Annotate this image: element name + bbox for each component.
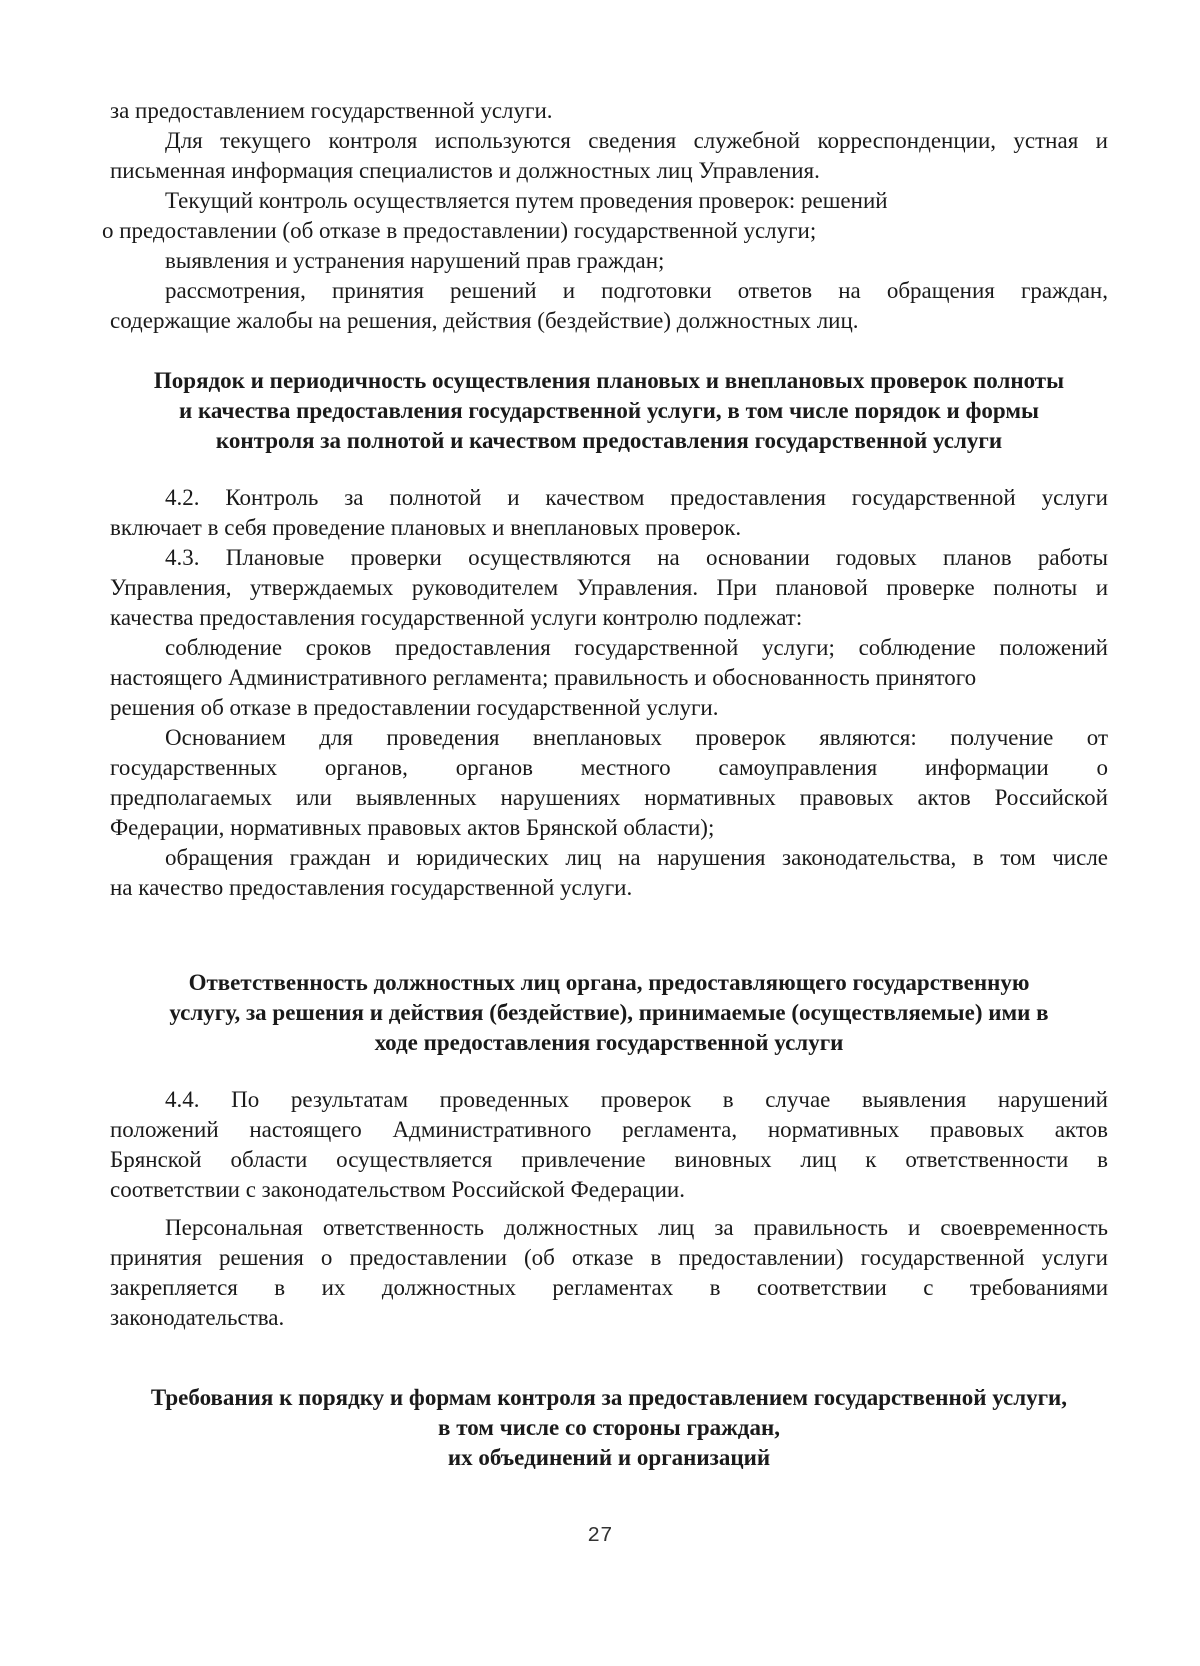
paragraph-line: положений настоящего Административного регламента, нормативных правовых актов (110, 1117, 1108, 1142)
section-heading-inspections (110, 366, 1108, 456)
heading-line: Требования к порядку и формам контроля за предоставлением государственной услуги, (150, 1385, 1068, 1410)
paragraph-line: решения об отказе в предоставлении государственной услуги. (110, 695, 719, 720)
paragraph-line: 4.4. По результатам проведенных проверок в случае выявления нарушений (165, 1087, 1108, 1112)
paragraph-line: соответствии с законодательством Российской Федерации. (110, 1177, 685, 1202)
paragraph-line: о предоставлении (об отказе в предоставлении) государственной услуги; (102, 218, 817, 243)
heading-line: и качества предоставления государственной услуги, в том числе порядок и формы (179, 398, 1039, 423)
paragraph-line: закрепляется в их должностных регламентах в соответствии с требованиями (110, 1275, 1108, 1300)
paragraph-line: включает в себя проведение плановых и внеплановых проверок. (110, 515, 742, 540)
paragraph-line: содержащие жалобы на решения, действия (бездействие) должностных лиц. (110, 308, 859, 333)
paragraph-line: Персональная ответственность должностных лиц за правильность и своевременность (165, 1215, 1108, 1240)
section-heading-responsibility (110, 968, 1108, 1058)
heading-line: контроля за полнотой и качеством предоставления государственной услуги (215, 428, 1003, 453)
paragraph-line: за предоставлением государственной услуги. (110, 98, 553, 123)
paragraph-line: качества предоставления государственной услуги контролю подлежат: (110, 605, 803, 630)
paragraph-line: выявления и устранения нарушений прав граждан; (165, 248, 665, 273)
section-heading-control-requirements (110, 1383, 1108, 1473)
paragraph-line: Брянской области осуществляется привлечение виновных лиц к ответственности в (110, 1147, 1108, 1172)
inspections-section (110, 483, 1108, 903)
paragraph-line: настоящего Административного регламента; правильность и обоснованность принятого (110, 665, 977, 690)
heading-line: в том числе со стороны граждан, (438, 1415, 780, 1440)
paragraph-line: 4.2. Контроль за полнотой и качеством предоставления государственной услуги (165, 485, 1108, 510)
paragraph-line: законодательства. (110, 1305, 285, 1330)
paragraph-line: 4.3. Плановые проверки осуществляются на основании годовых планов работы (165, 545, 1108, 570)
paragraph-line: Федерации, нормативных правовых актов Брянской области); (110, 815, 715, 840)
responsibility-section (110, 1085, 1108, 1333)
paragraph-line: на качество предоставления государственной услуги. (110, 875, 633, 900)
paragraph-line: принятия решения о предоставлении (об отказе в предоставлении) государственной услуги (110, 1245, 1108, 1270)
current-control-section (102, 96, 1108, 336)
paragraph-line: соблюдение сроков предоставления государственной услуги; соблюдение положений (165, 635, 1108, 660)
paragraph-line: Основанием для проведения внеплановых проверок являются: получение от (165, 725, 1108, 750)
heading-line: Ответственность должностных лиц органа, предоставляющего государственную (188, 970, 1030, 995)
paragraph-line: предполагаемых или выявленных нарушениях нормативных правовых актов Российской (110, 785, 1108, 810)
paragraph-line: письменная информация специалистов и должностных лиц Управления. (110, 158, 820, 183)
heading-line: ходе предоставления государственной услуги (374, 1030, 844, 1055)
paragraph-line: государственных органов, органов местного самоуправления информации о (110, 755, 1108, 780)
heading-line: услугу, за решения и действия (бездействие), принимаемые (осуществляемые) ими в (169, 1000, 1049, 1025)
paragraph-line: Управления, утверждаемых руководителем Управления. При плановой проверке полноты и (110, 575, 1108, 600)
paragraph-line: обращения граждан и юридических лиц на нарушения законодательства, в том числе (165, 845, 1108, 870)
paragraph-line: рассмотрения, принятия решений и подготовки ответов на обращения граждан, (165, 278, 1108, 303)
paragraph-line: Для текущего контроля используются сведения служебной корреспонденции, устная и (165, 128, 1108, 153)
page-number: 27 (587, 1525, 613, 1548)
heading-line: их объединений и организаций (447, 1445, 771, 1470)
paragraph-line: Текущий контроль осуществляется путем проведения проверок: решений (165, 188, 888, 213)
heading-line: Порядок и периодичность осуществления плановых и внеплановых проверок полноты (153, 368, 1065, 393)
